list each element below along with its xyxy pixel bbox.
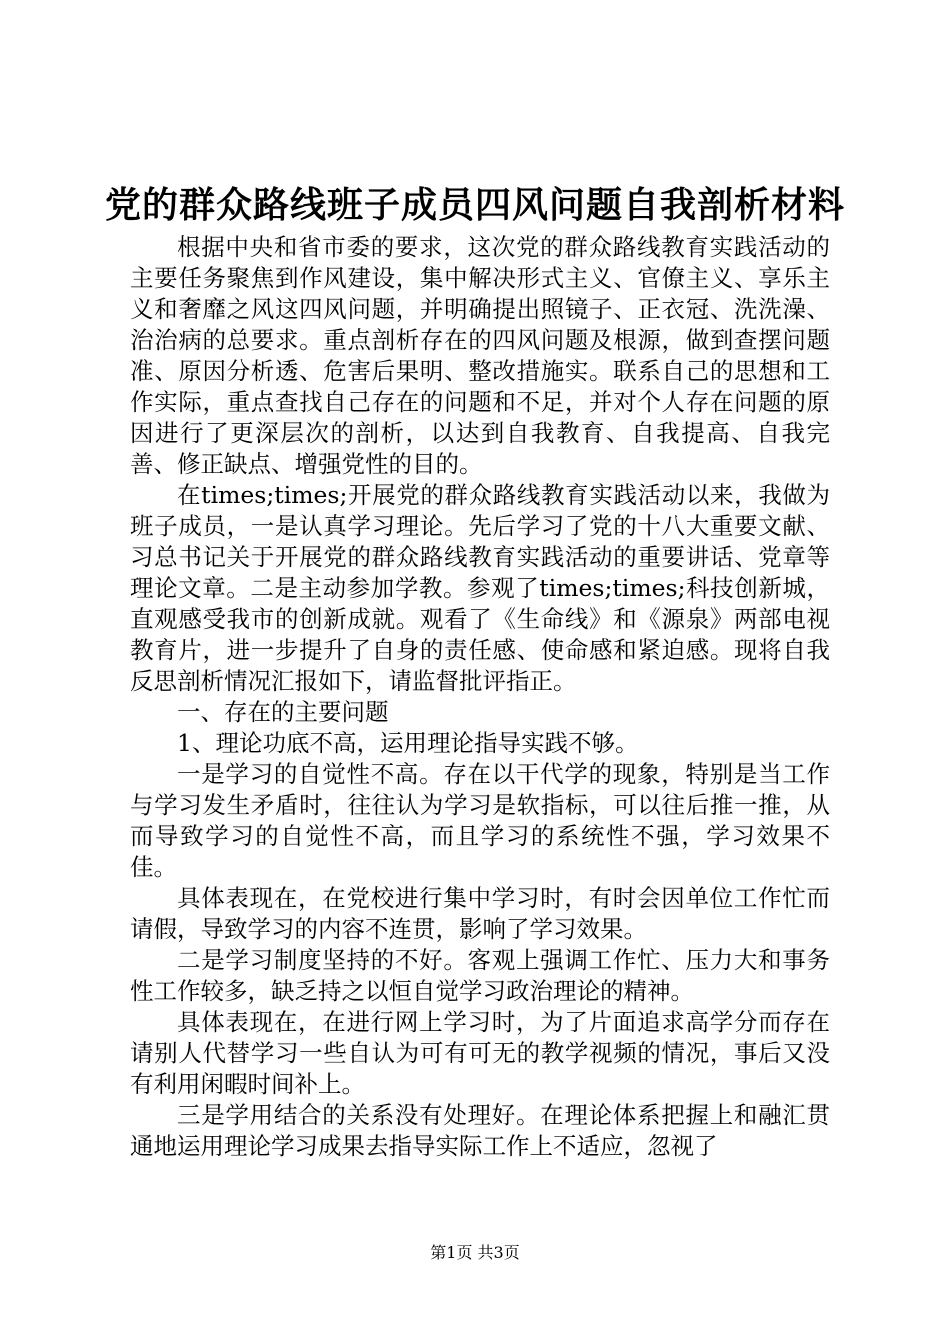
paragraph-point-one: 一是学习的自觉性不高。存在以干代学的现象，特别是当工作与学习发生矛盾时，往往认为学习是软指标，可以往后推一推，从而导致学习的自觉性不高，而且学习的系统性不强，学习效果不佳。 (130, 760, 830, 881)
page-footer: 第1页 共3页 (430, 1243, 520, 1262)
section-heading: 一、存在的主要问题 (177, 698, 389, 726)
paragraph-intro: 根据中央和省市委的要求，这次党的群众路线教育实践活动的主要任务聚焦到作风建设，集中解决形式主义、官僚主义、享乐主义和奢靡之风这四风问题，并明确提出照镜子、正衣冠、洗洗澡、治治病的总要求。重点剖析存在的四风问题及根源，做到查摆问题准、原因分析透、危害后果明、整改措施实。联系自己的思想和工作实际，重点查找自己存在的问题和不足，并对个人存在问题的原因进行了更深层次的剖析，以达到自我教育、自我提高、自我完善、修正缺点、增强党性的目的。 (130, 233, 830, 478)
paragraph-detail-one: 具体表现在，在党校进行集中学习时，有时会因单位工作忙而请假，导致学习的内容不连贯，影响了学习效果。 (130, 884, 830, 943)
paragraph-detail-two: 具体表现在，在进行网上学习时，为了片面追求高学分而存在请别人代替学习一些自认为可有可无的教学视频的情况，事后又没有利用闲暇时间补上。 (130, 1008, 830, 1098)
paragraph-point-two: 二是学习制度坚持的不好。客观上强调工作忙、压力大和事务性工作较多，缺乏持之以恒自觉学习政治理论的精神。 (130, 946, 830, 1005)
document-title: 党的群众路线班子成员四风问题自我剖析材料 (104, 184, 845, 226)
document-body (130, 232, 830, 1162)
paragraph-point-three: 三是学用结合的关系没有处理好。在理论体系把握上和融汇贯通地运用理论学习成果去指导实际工作上不适应，忽视了 (130, 1101, 830, 1160)
paragraph-background: 在times;times;开展党的群众路线教育实践活动以来，我做为班子成员，一是认真学习理论。先后学习了党的十八大重要文献、习总书记关于开展党的群众路线教育实践活动的重要讲话、党章等理论文章。二是主动参加学教。参观了times;times;科技创新城，直观感受我市的创新成就。观看了《生命线》和《源泉》两部电视教育片，进一步提升了自身的责任感、使命感和紧迫感。现将自我反思剖析情况汇报如下，请监督批评指正。 (130, 481, 830, 695)
subsection-heading: 1、理论功底不高，运用理论指导实践不够。 (177, 729, 639, 757)
